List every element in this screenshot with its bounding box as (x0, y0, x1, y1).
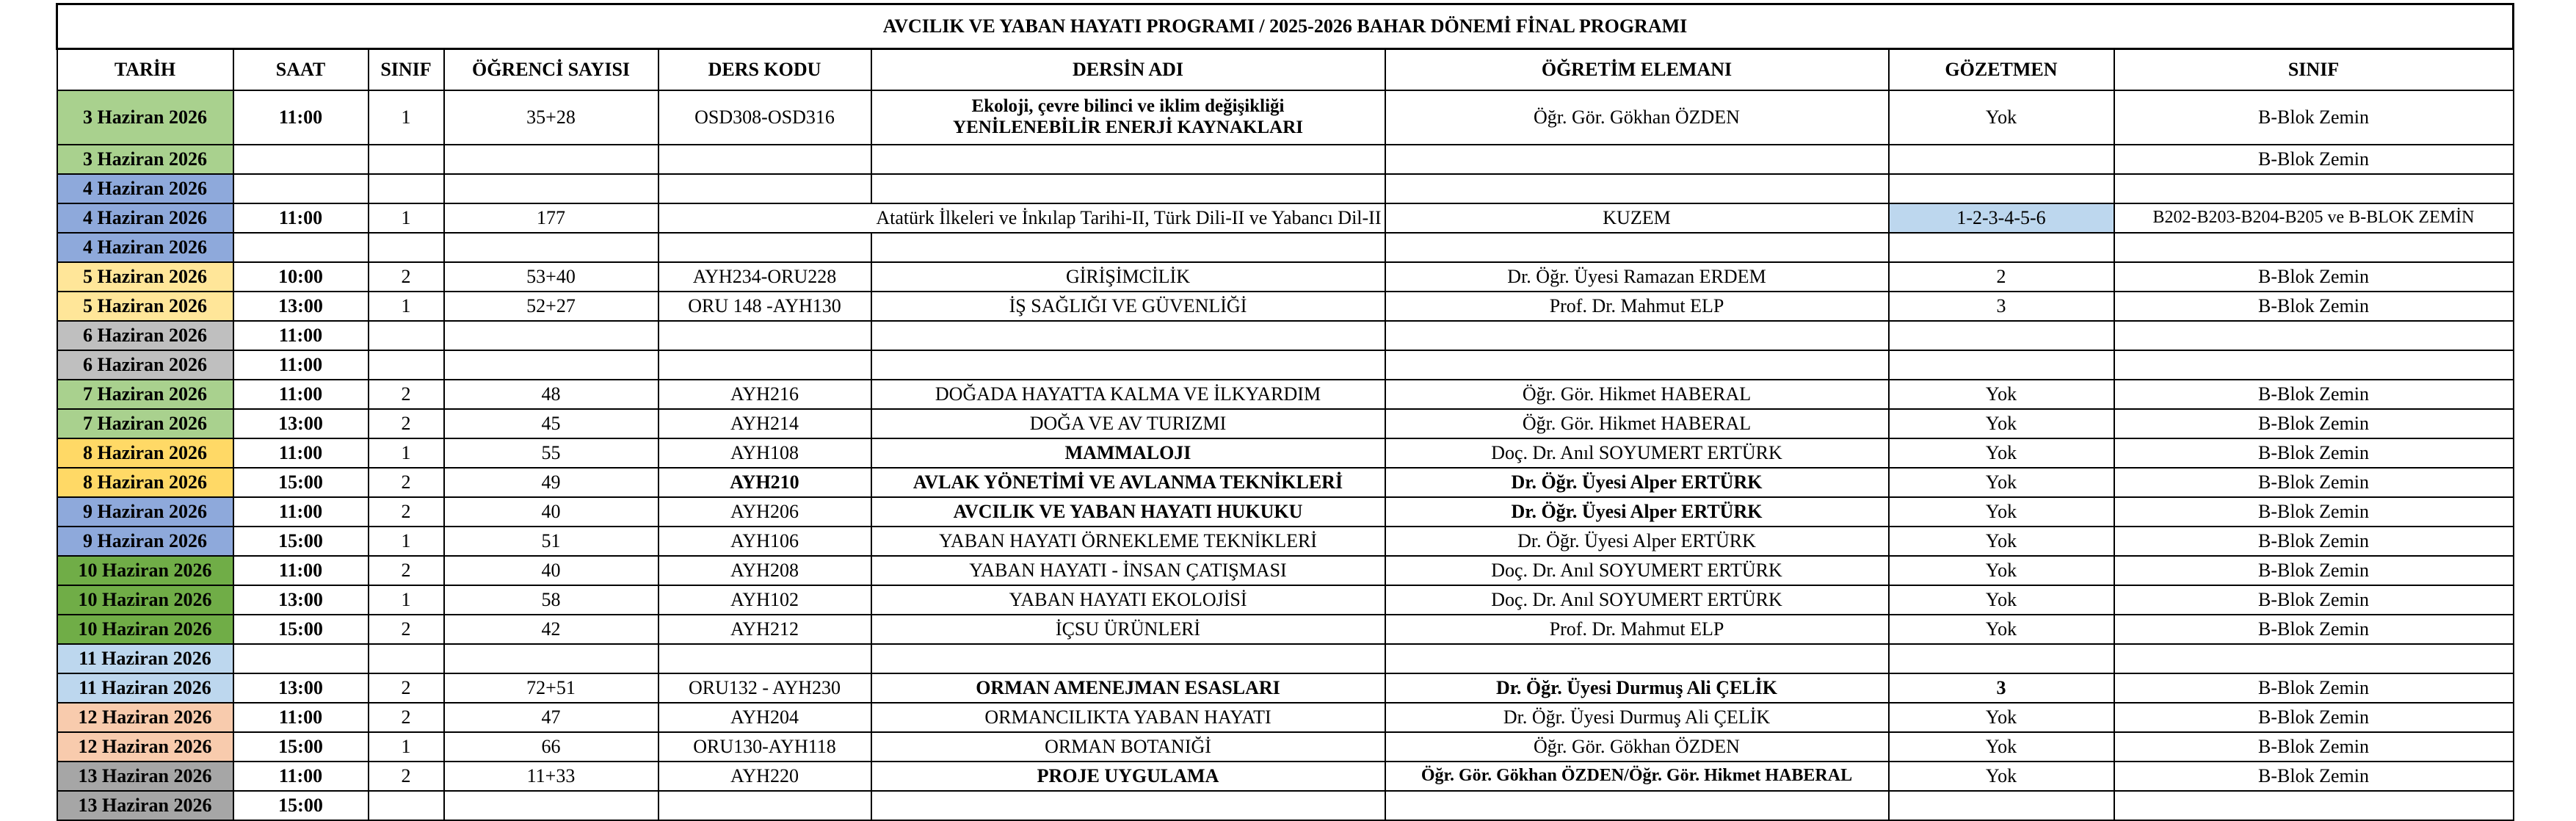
room-cell: B-Blok Zemin (2114, 438, 2514, 468)
course-cell (871, 644, 1385, 673)
lecturer-cell (1385, 233, 1889, 262)
header-course-name: DERSİN ADI (871, 49, 1385, 91)
time-cell (233, 233, 369, 262)
class-cell (369, 791, 444, 820)
code-cell (658, 321, 871, 350)
code-cell: ORU132 - AYH230 (658, 673, 871, 703)
course-line-1: Ekoloji, çevre bilinci ve iklim değişikliği (971, 96, 1285, 117)
time-cell: 11:00 (233, 203, 369, 233)
lecturer-cell: Dr. Öğr. Üyesi Ramazan ERDEM (1385, 262, 1889, 292)
class-cell: 1 (369, 438, 444, 468)
code-cell: AYH234-ORU228 (658, 262, 871, 292)
header-lecturer: ÖĞRETİM ELEMANI (1385, 49, 1889, 91)
lecturer-cell (1385, 174, 1889, 203)
lecturer-cell: KUZEM (1385, 203, 1889, 233)
room-cell (2114, 233, 2514, 262)
class-cell: 1 (369, 585, 444, 615)
lecturer-cell (1385, 644, 1889, 673)
lecturer-cell: Prof. Dr. Mahmut ELP (1385, 292, 1889, 321)
course-cell (871, 350, 1385, 380)
table-row (57, 350, 2514, 380)
course-cell: YABAN HAYATI EKOLOJİSİ (871, 585, 1385, 615)
room-cell: B-Blok Zemin (2114, 145, 2514, 174)
proctor-cell (1889, 321, 2114, 350)
date-cell: 11 Haziran 2026 (57, 644, 233, 673)
room-cell (2114, 791, 2514, 820)
lecturer-cell (1385, 350, 1889, 380)
lecturer-cell: Doç. Dr. Anıl SOYUMERT ERTÜRK (1385, 585, 1889, 615)
lecturer-cell: Öğr. Gör. Hikmet HABERAL (1385, 409, 1889, 438)
date-cell: 8 Haziran 2026 (57, 438, 233, 468)
date-cell: 3 Haziran 2026 (57, 145, 233, 174)
room-cell: B202-B203-B204-B205 ve B-BLOK ZEMİN (2114, 203, 2514, 233)
room-cell: B-Blok Zemin (2114, 527, 2514, 556)
count-cell: 52+27 (444, 292, 658, 321)
table-row (57, 673, 2514, 703)
date-cell: 4 Haziran 2026 (57, 233, 233, 262)
room-cell: B-Blok Zemin (2114, 468, 2514, 497)
date-cell: 6 Haziran 2026 (57, 321, 233, 350)
lecturer-cell: Dr. Öğr. Üyesi Alper ERTÜRK (1385, 527, 1889, 556)
count-cell: 35+28 (444, 90, 658, 145)
header-course-code: DERS KODU (658, 49, 871, 91)
code-cell: AYH106 (658, 527, 871, 556)
count-cell: 66 (444, 732, 658, 762)
class-cell (369, 321, 444, 350)
code-cell: ORU130-AYH118 (658, 732, 871, 762)
table-row (57, 527, 2514, 556)
course-line-2: YENİLENEBİLİR ENERJİ KAYNAKLARI (953, 117, 1303, 137)
room-cell: B-Blok Zemin (2114, 380, 2514, 409)
time-cell: 11:00 (233, 762, 369, 791)
proctor-cell: Yok (1889, 732, 2114, 762)
proctor-cell: Yok (1889, 409, 2114, 438)
proctor-cell (1889, 233, 2114, 262)
lecturer-cell: Dr. Öğr. Üyesi Alper ERTÜRK (1385, 497, 1889, 527)
code-cell: AYH208 (658, 556, 871, 585)
proctor-cell: Yok (1889, 497, 2114, 527)
room-cell: B-Blok Zemin (2114, 585, 2514, 615)
table-row (57, 556, 2514, 585)
time-cell: 15:00 (233, 791, 369, 820)
time-cell (233, 145, 369, 174)
count-cell: 55 (444, 438, 658, 468)
class-cell (369, 174, 444, 203)
room-cell: B-Blok Zemin (2114, 673, 2514, 703)
class-cell: 2 (369, 615, 444, 644)
header-class: SINIF (369, 49, 444, 91)
course-cell: YABAN HAYATI ÖRNEKLEME TEKNİKLERİ (871, 527, 1385, 556)
proctor-cell: Yok (1889, 90, 2114, 145)
table-row (57, 468, 2514, 497)
date-cell: 6 Haziran 2026 (57, 350, 233, 380)
lecturer-cell: Öğr. Gör. Gökhan ÖZDEN/Öğr. Gör. Hikmet HABERAL (1385, 762, 1889, 791)
count-cell (444, 791, 658, 820)
table-row (57, 90, 2514, 145)
proctor-cell: Yok (1889, 468, 2114, 497)
time-cell: 13:00 (233, 673, 369, 703)
count-cell: 40 (444, 556, 658, 585)
course-cell: ORMAN AMENEJMAN ESASLARI (871, 673, 1385, 703)
course-cell: PROJE UYGULAMA (871, 762, 1385, 791)
code-cell: AYH214 (658, 409, 871, 438)
code-cell: AYH206 (658, 497, 871, 527)
time-cell: 15:00 (233, 527, 369, 556)
proctor-cell: Yok (1889, 438, 2114, 468)
date-cell: 9 Haziran 2026 (57, 527, 233, 556)
room-cell: B-Blok Zemin (2114, 262, 2514, 292)
count-cell: 53+40 (444, 262, 658, 292)
time-cell: 11:00 (233, 438, 369, 468)
date-cell: 10 Haziran 2026 (57, 615, 233, 644)
count-cell (444, 174, 658, 203)
room-cell: B-Blok Zemin (2114, 615, 2514, 644)
header-date: TARİH (57, 49, 233, 91)
room-cell: B-Blok Zemin (2114, 556, 2514, 585)
table-row (57, 145, 2514, 174)
date-cell: 10 Haziran 2026 (57, 556, 233, 585)
lecturer-cell: Doç. Dr. Anıl SOYUMERT ERTÜRK (1385, 438, 1889, 468)
time-cell: 13:00 (233, 292, 369, 321)
lecturer-cell: Dr. Öğr. Üyesi Alper ERTÜRK (1385, 468, 1889, 497)
proctor-cell (1889, 644, 2114, 673)
class-cell: 1 (369, 292, 444, 321)
count-cell (444, 145, 658, 174)
table-row (57, 585, 2514, 615)
course-cell: İŞ SAĞLIĞI VE GÜVENLİĞİ (871, 292, 1385, 321)
code-cell: AYH102 (658, 585, 871, 615)
time-cell: 10:00 (233, 262, 369, 292)
code-cell: AYH108 (658, 438, 871, 468)
table-row (57, 380, 2514, 409)
table-row (57, 644, 2514, 673)
room-cell: B-Blok Zemin (2114, 292, 2514, 321)
count-cell: 40 (444, 497, 658, 527)
header-student-count: ÖĞRENCİ SAYISI (444, 49, 658, 91)
room-cell (2114, 174, 2514, 203)
table-row (57, 409, 2514, 438)
room-cell: B-Blok Zemin (2114, 732, 2514, 762)
class-cell: 1 (369, 90, 444, 145)
count-cell: 48 (444, 380, 658, 409)
proctor-cell (1889, 145, 2114, 174)
proctor-cell: 1-2-3-4-5-6 (1889, 203, 2114, 233)
room-cell: B-Blok Zemin (2114, 703, 2514, 732)
course-cell (871, 791, 1385, 820)
table-row (57, 203, 2514, 233)
course-cell (871, 145, 1385, 174)
count-cell: 51 (444, 527, 658, 556)
course-cell: MAMMALOJI (871, 438, 1385, 468)
code-cell (658, 233, 871, 262)
date-cell: 13 Haziran 2026 (57, 762, 233, 791)
code-cell (658, 350, 871, 380)
course-cell: GİRİŞİMCİLİK (871, 262, 1385, 292)
count-cell: 47 (444, 703, 658, 732)
date-cell: 5 Haziran 2026 (57, 262, 233, 292)
class-cell: 2 (369, 468, 444, 497)
table-row (57, 791, 2514, 820)
time-cell: 11:00 (233, 703, 369, 732)
time-cell: 11:00 (233, 380, 369, 409)
course-cell: YABAN HAYATI - İNSAN ÇATIŞMASI (871, 556, 1385, 585)
count-cell (444, 644, 658, 673)
room-cell (2114, 644, 2514, 673)
table-row (57, 262, 2514, 292)
code-cell (658, 644, 871, 673)
class-cell (369, 644, 444, 673)
table-row (57, 615, 2514, 644)
count-cell (444, 321, 658, 350)
exam-schedule-sheet (56, 3, 2512, 821)
time-cell (233, 644, 369, 673)
code-cell: AYH220 (658, 762, 871, 791)
class-cell: 1 (369, 203, 444, 233)
course-cell: İÇSU ÜRÜNLERİ (871, 615, 1385, 644)
table-row (57, 321, 2514, 350)
proctor-cell: Yok (1889, 380, 2114, 409)
date-cell: 4 Haziran 2026 (57, 203, 233, 233)
class-cell: 2 (369, 703, 444, 732)
count-cell: 42 (444, 615, 658, 644)
lecturer-cell: Dr. Öğr. Üyesi Durmuş Ali ÇELİK (1385, 673, 1889, 703)
count-cell: 58 (444, 585, 658, 615)
header-time: SAAT (233, 49, 369, 91)
lecturer-cell: Prof. Dr. Mahmut ELP (1385, 615, 1889, 644)
date-cell: 3 Haziran 2026 (57, 90, 233, 145)
lecturer-cell (1385, 321, 1889, 350)
date-cell: 4 Haziran 2026 (57, 174, 233, 203)
exam-schedule-table (56, 3, 2514, 821)
date-cell: 11 Haziran 2026 (57, 673, 233, 703)
header-room: SINIF (2114, 49, 2514, 91)
date-cell: 7 Haziran 2026 (57, 380, 233, 409)
proctor-cell: 3 (1889, 673, 2114, 703)
proctor-cell: Yok (1889, 585, 2114, 615)
table-row (57, 497, 2514, 527)
course-cell: ORMANCILIKTA YABAN HAYATI (871, 703, 1385, 732)
room-cell (2114, 350, 2514, 380)
course-cell: AVLAK YÖNETİMİ VE AVLANMA TEKNİKLERİ (871, 468, 1385, 497)
code-cell: AYH212 (658, 615, 871, 644)
course-cell (871, 174, 1385, 203)
proctor-cell: 2 (1889, 262, 2114, 292)
proctor-cell: Yok (1889, 762, 2114, 791)
course-cell: ORMAN BOTANIĞİ (871, 732, 1385, 762)
room-cell: B-Blok Zemin (2114, 90, 2514, 145)
table-row (57, 438, 2514, 468)
class-cell: 2 (369, 556, 444, 585)
proctor-cell (1889, 174, 2114, 203)
class-cell: 2 (369, 762, 444, 791)
date-cell: 8 Haziran 2026 (57, 468, 233, 497)
code-cell (658, 174, 871, 203)
course-cell (871, 233, 1385, 262)
proctor-cell: 3 (1889, 292, 2114, 321)
table-row (57, 732, 2514, 762)
proctor-cell: Yok (1889, 556, 2114, 585)
date-cell: 7 Haziran 2026 (57, 409, 233, 438)
room-cell: B-Blok Zemin (2114, 762, 2514, 791)
date-cell: 12 Haziran 2026 (57, 732, 233, 762)
room-cell (2114, 321, 2514, 350)
time-cell: 13:00 (233, 409, 369, 438)
class-cell: 1 (369, 527, 444, 556)
time-cell: 11:00 (233, 90, 369, 145)
time-cell: 15:00 (233, 732, 369, 762)
course-cell: DOĞADA HAYATTA KALMA VE İLKYARDIM (871, 380, 1385, 409)
date-cell: 12 Haziran 2026 (57, 703, 233, 732)
lecturer-cell: Dr. Öğr. Üyesi Durmuş Ali ÇELİK (1385, 703, 1889, 732)
time-cell: 13:00 (233, 585, 369, 615)
class-cell: 2 (369, 409, 444, 438)
table-row (57, 703, 2514, 732)
count-cell: 45 (444, 409, 658, 438)
date-cell: 13 Haziran 2026 (57, 791, 233, 820)
count-cell (444, 350, 658, 380)
code-cell: AYH216 (658, 380, 871, 409)
code-cell: ORU 148 -AYH130 (658, 292, 871, 321)
count-cell: 177 (444, 203, 658, 233)
code-cell (658, 145, 871, 174)
proctor-cell: Yok (1889, 703, 2114, 732)
time-cell: 11:00 (233, 497, 369, 527)
course-cell: Atatürk İlkeleri ve İnkılap Tarihi-II, Türk Dili-II ve Yabancı Dil-II (658, 203, 1385, 233)
lecturer-cell: Öğr. Gör. Hikmet HABERAL (1385, 380, 1889, 409)
class-cell (369, 145, 444, 174)
proctor-cell (1889, 350, 2114, 380)
class-cell: 2 (369, 673, 444, 703)
table-row (57, 292, 2514, 321)
count-cell (444, 233, 658, 262)
date-cell: 9 Haziran 2026 (57, 497, 233, 527)
class-cell: 2 (369, 380, 444, 409)
course-cell: AVCILIK VE YABAN HAYATI HUKUKU (871, 497, 1385, 527)
date-cell: 10 Haziran 2026 (57, 585, 233, 615)
course-cell (871, 90, 1385, 145)
lecturer-cell: Öğr. Gör. Gökhan ÖZDEN (1385, 732, 1889, 762)
proctor-cell: Yok (1889, 527, 2114, 556)
proctor-cell: Yok (1889, 615, 2114, 644)
time-cell (233, 174, 369, 203)
time-cell: 11:00 (233, 556, 369, 585)
class-cell: 2 (369, 262, 444, 292)
code-cell (658, 791, 871, 820)
header-proctor: GÖZETMEN (1889, 49, 2114, 91)
lecturer-cell: Öğr. Gör. Gökhan ÖZDEN (1385, 90, 1889, 145)
time-cell: 15:00 (233, 615, 369, 644)
count-cell: 11+33 (444, 762, 658, 791)
header-row (57, 49, 2514, 91)
schedule-title: AVCILIK VE YABAN HAYATI PROGRAMI / 2025-2026 BAHAR DÖNEMİ FİNAL PROGRAMI (57, 4, 2514, 49)
table-row (57, 233, 2514, 262)
course-cell: DOĞA VE AV TURIZMI (871, 409, 1385, 438)
table-row (57, 762, 2514, 791)
time-cell: 15:00 (233, 468, 369, 497)
proctor-cell (1889, 791, 2114, 820)
class-cell: 2 (369, 497, 444, 527)
lecturer-cell (1385, 791, 1889, 820)
code-cell: OSD308-OSD316 (658, 90, 871, 145)
code-cell: AYH204 (658, 703, 871, 732)
class-cell (369, 233, 444, 262)
code-cell: AYH210 (658, 468, 871, 497)
count-cell: 72+51 (444, 673, 658, 703)
count-cell: 49 (444, 468, 658, 497)
time-cell: 11:00 (233, 321, 369, 350)
lecturer-cell (1385, 145, 1889, 174)
lecturer-cell: Doç. Dr. Anıl SOYUMERT ERTÜRK (1385, 556, 1889, 585)
class-cell: 1 (369, 732, 444, 762)
time-cell: 11:00 (233, 350, 369, 380)
date-cell: 5 Haziran 2026 (57, 292, 233, 321)
room-cell: B-Blok Zemin (2114, 409, 2514, 438)
class-cell (369, 350, 444, 380)
course-cell (871, 321, 1385, 350)
table-row (57, 174, 2514, 203)
room-cell: B-Blok Zemin (2114, 497, 2514, 527)
